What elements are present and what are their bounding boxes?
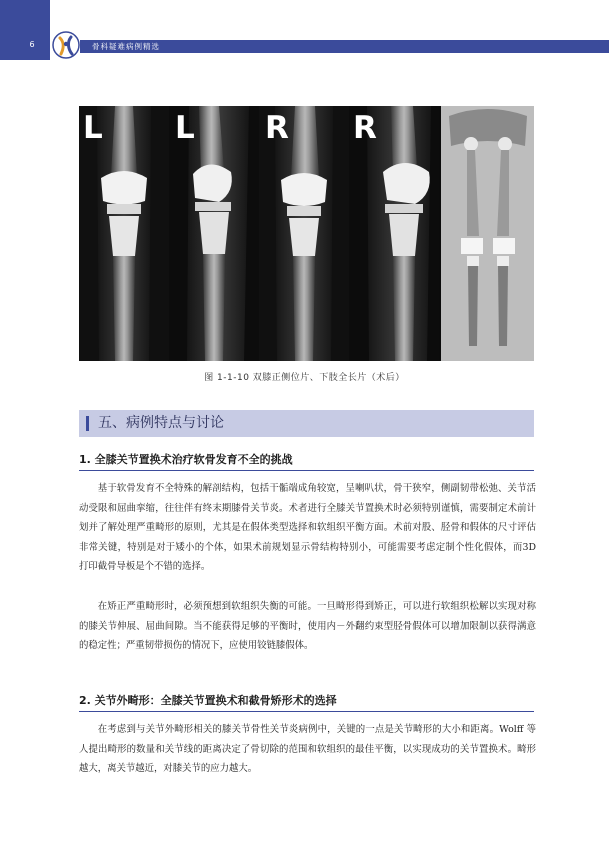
xray-figure <box>79 106 534 361</box>
page-number: 6 <box>29 40 35 49</box>
section-title: 五、病例特点与讨论 <box>98 415 224 431</box>
panel-label-4: R <box>353 110 377 146</box>
subheading-1: 1. 全膝关节置换术治疗软骨发育不全的挑战 <box>79 452 534 471</box>
panel-label-2: L <box>175 110 195 146</box>
panel-label-3: R <box>265 110 289 146</box>
paragraph-3: 在考虑到与关节外畸形相关的膝关节骨性关节炎病例中，关键的一点是关节畸形的大小和距离。Wolff 等人提出畸形的数量和关节线的距离决定了骨切除的范围和软组织的最佳平衡，以实现成功的关节置换术。畸形越大，离关节越近，对膝关节的应力越大。 <box>79 724 536 775</box>
book-emblem-icon <box>52 30 80 60</box>
xray-composite-image <box>79 106 534 361</box>
panel-label-1: L <box>83 110 103 146</box>
running-title: 骨科疑难病例精选 <box>92 42 160 51</box>
xray-panel-5-full-length <box>441 106 534 361</box>
section-accent-bar <box>86 416 89 431</box>
header-color-block <box>0 0 50 60</box>
paragraph-1: 基于软骨发育不全特殊的解剖结构，包括干骺端成角较宽，呈喇叭状，骨干狭窄，侧副韧带松弛、关节活动受限和屈曲挛缩，往往伴有终末期膝骨关节炎。术者进行全膝关节置换术时必须特别谨慎，需要制定术前计划并了解处理严重畸形的原则，尤其是在假体类型选择和软组织平衡方面。术前对股、胫骨和假体的尺寸评估非常关键，特别是对于矮小的个体，如果术前规划显示骨结构特别小，可能需要考虑定制个性化假体，而3D 打印截骨导板是个不错的选择。 <box>79 483 536 573</box>
paragraph-2: 在矫正严重畸形时，必须预想到软组织失衡的可能。一旦畸形得到矫正，可以进行软组织松解以实现对称的膝关节伸展、屈曲间隙。当不能获得足够的平衡时，使用内－外翻约束型胫骨假体可以增加限制以获得满意的稳定性；严重韧带损伤的情况下，应使用铰链膝假体。 <box>79 601 536 652</box>
subheading-2: 2. 关节外畸形：全膝关节置换术和截骨矫形术的选择 <box>79 693 534 712</box>
figure-caption: 图 1-1-10 双膝正侧位片、下肢全长片（术后） <box>204 373 405 383</box>
